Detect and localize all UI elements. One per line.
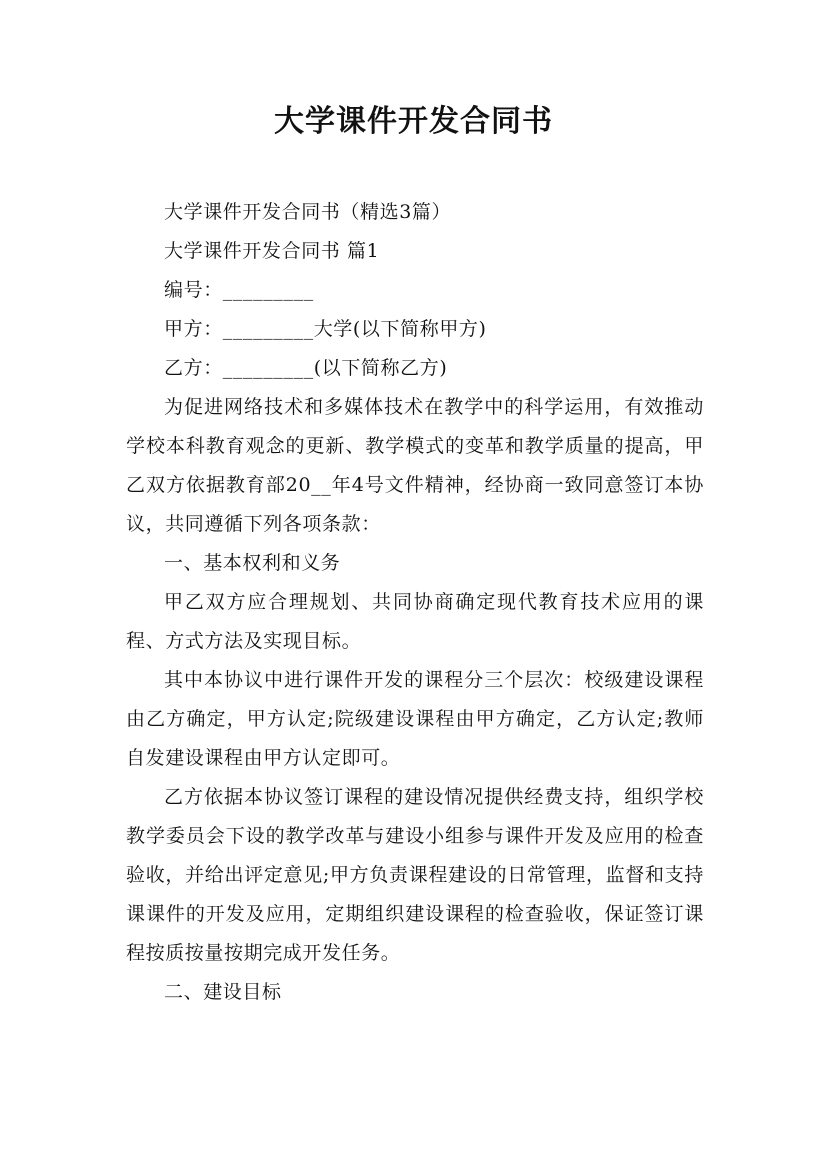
paragraph-contract-number: 编号：_________ [164,279,314,301]
paragraph-planning: 甲乙双方应合理规划、共同协商确定现代教育技术应用的课程、方式方法及实现目标。 [126,591,704,652]
document-body [126,193,704,1012]
paragraph-subtitle: 大学课件开发合同书（精选3篇） [164,201,452,223]
document-title: 大学课件开发合同书 [274,104,553,139]
paragraph-party-b: 乙方：_________(以下简称乙方) [164,357,448,379]
paragraph-party-a: 甲方：_________大学(以下简称甲方) [164,318,487,340]
heading-basic-rights: 一、基本权利和义务 [164,552,341,574]
paragraph-course-levels: 其中本协议中进行课件开发的课程分三个层次：校级建设课程由乙方确定，甲方认定;院级建设课程由甲方确定，乙方认定;教师自发建设课程由甲方认定即可。 [126,669,704,769]
paragraph-section-heading: 大学课件开发合同书 篇1 [164,240,380,262]
heading-construction-goals: 二、建设目标 [164,981,282,1003]
paragraph-preamble: 为促进网络技术和多媒体技术在教学中的科学运用，有效推动学校本科教育观念的更新、教学模式的变革和教学质量的提高，甲乙双方依据教育部20__年4号文件精神，经协商一致同意签订本协议，共同遵循下列各项条款： [126,396,704,535]
paragraph-funding-management: 乙方依据本协议签订课程的建设情况提供经费支持，组织学校教学委员会下设的教学改革与建设小组参与课件开发及应用的检查验收，并给出评定意见;甲方负责课程建设的日常管理，监督和支持课课件的开发及应用，定期组织建设课程的检查验收，保证签订课程按质按量按期完成开发任务。 [126,786,704,964]
